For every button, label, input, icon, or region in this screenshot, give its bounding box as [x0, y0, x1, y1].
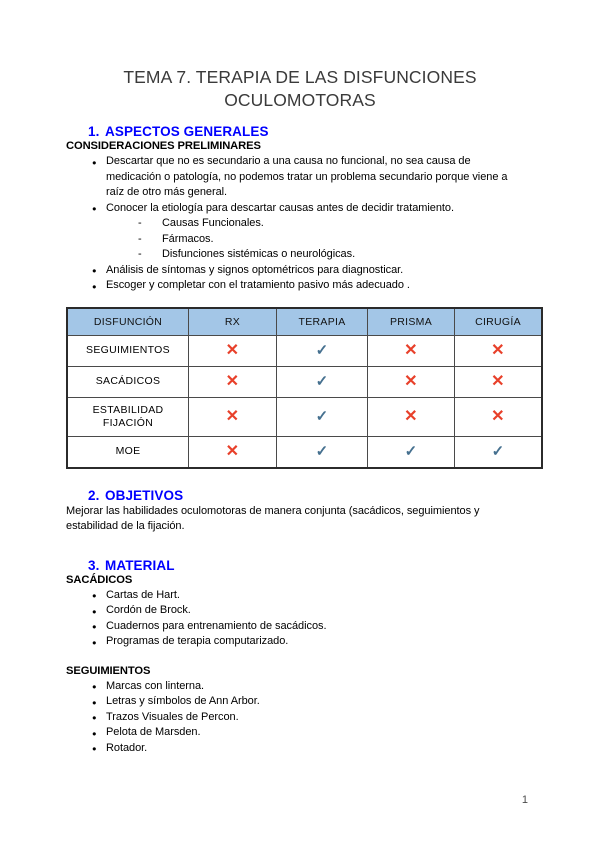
cross-icon: ✕ [225, 407, 240, 425]
column-header-disfuncion: DISFUNCIÓN [67, 308, 189, 336]
list-consideraciones-sub [66, 216, 528, 263]
column-header-terapia: TERAPIA [277, 308, 368, 336]
section-number-3: 3. [88, 557, 100, 573]
cell-estabilidad-terapia [277, 397, 368, 436]
cross-icon: ✕ [225, 442, 240, 460]
section-title-1: ASPECTOS GENERALES [105, 124, 269, 139]
page-title-line-2: OCULOMOTORAS [224, 90, 376, 110]
table-row [67, 366, 542, 397]
row-label-moe: MOE [67, 436, 189, 468]
section-title-2: OBJETIVOS [105, 487, 184, 503]
column-header-cirugia: CIRUGÍA [455, 308, 543, 336]
cell-sacadicos-prisma [368, 366, 455, 397]
list-consideraciones-trailing [66, 263, 528, 294]
disfuncion-matrix-table [66, 307, 543, 469]
list-item: ● Letras y símbolos de Ann Arbor. [66, 694, 528, 710]
cross-icon: ✕ [491, 407, 505, 425]
cross-icon: ✕ [404, 407, 418, 425]
page-title-line-1: TEMA 7. TERAPIA DE LAS DISFUNCIONES [123, 67, 477, 87]
cell-seguimientos-terapia [277, 335, 368, 366]
list-item: ● Descartar que no es secundario a una causa no funcional, no sea causa de medicación o patología, no podemos tratar un problema secundario porque viene a raíz de otro más general. [66, 154, 528, 201]
list-consideraciones-primary [66, 154, 528, 216]
cell-seguimientos-rx [189, 335, 277, 366]
table-header-row [67, 308, 542, 336]
list-item: - Causas Funcionales. [66, 216, 528, 232]
page-title [110, 66, 490, 112]
column-header-prisma: PRISMA [368, 308, 455, 336]
table-header [67, 308, 542, 336]
table-row [67, 436, 542, 468]
list-item: - Disfunciones sistémicas o neurológicas. [66, 247, 528, 263]
cell-moe-rx [189, 436, 277, 468]
spacer [66, 535, 528, 558]
table-row [67, 335, 542, 366]
cross-icon: ✕ [225, 341, 240, 359]
list-material-seguimientos [66, 679, 528, 757]
cell-estabilidad-rx [189, 397, 277, 436]
row-label-seguimientos: SEGUIMIENTOS [67, 335, 189, 366]
row-label-estabilidad-fijacion [67, 397, 189, 436]
check-icon: ✓ [315, 373, 329, 390]
cross-icon: ✕ [225, 372, 240, 390]
row-label-line-2: FIJACIÓN [102, 416, 154, 429]
cross-icon: ✕ [404, 372, 418, 390]
cell-estabilidad-prisma [368, 397, 455, 436]
list-item: ● Pelota de Marsden. [66, 725, 528, 741]
cell-sacadicos-rx [189, 366, 277, 397]
check-icon: ✓ [315, 342, 329, 359]
column-header-rx: RX [189, 308, 277, 336]
list-item: ● Análisis de síntomas y signos optométricos para diagnosticar. [66, 263, 528, 279]
cell-moe-terapia [277, 436, 368, 468]
spacer [66, 469, 528, 488]
document-body [66, 124, 528, 756]
row-label-sacadicos: SACÁDICOS [67, 366, 189, 397]
section-heading-material [66, 558, 528, 573]
section-number-2: 2. [88, 487, 100, 503]
list-item: ● Conocer la etiología para descartar causas antes de decidir tratamiento. [66, 201, 528, 217]
cell-moe-cirugia [455, 436, 543, 468]
check-icon: ✓ [315, 408, 329, 425]
cell-estabilidad-cirugia [455, 397, 543, 436]
section-heading-objetivos [66, 488, 528, 503]
table-body [67, 335, 542, 468]
cell-sacadicos-cirugia [455, 366, 543, 397]
page-number: 1 [521, 794, 528, 806]
check-icon: ✓ [491, 443, 505, 460]
subheading-sacadicos: SACÁDICOS [66, 573, 133, 586]
list-item: ● Cuadernos para entrenamiento de sacádicos. [66, 619, 528, 635]
check-icon: ✓ [315, 443, 329, 460]
subheading-seguimientos: SEGUIMIENTOS [66, 664, 151, 677]
cell-sacadicos-terapia [277, 366, 368, 397]
subheading-consideraciones-preliminares: CONSIDERACIONES PRELIMINARES [66, 140, 261, 152]
cell-seguimientos-cirugia [455, 335, 543, 366]
list-item: - Fármacos. [66, 232, 528, 248]
objetivos-body-text: Mejorar las habilidades oculomotoras de manera conjunta (sacádicos, seguimientos y estabilidad de la fijación. [66, 504, 480, 532]
section-heading-aspectos-generales [66, 124, 528, 139]
disfuncion-matrix-table-wrapper [66, 307, 528, 469]
list-item: ● Trazos Visuales de Percon. [66, 710, 528, 726]
check-icon: ✓ [404, 443, 418, 460]
table-row [67, 397, 542, 436]
list-item: ● Programas de terapia computarizado. [66, 634, 528, 650]
section-number-1: 1. [88, 124, 100, 139]
cell-moe-prisma [368, 436, 455, 468]
section-title-3: MATERIAL [105, 557, 175, 573]
cross-icon: ✕ [491, 341, 505, 359]
list-item: ● Rotador. [66, 741, 528, 757]
list-item: ● Cordón de Brock. [66, 603, 528, 619]
list-item: ● Escoger y completar con el tratamiento pasivo más adecuado . [66, 278, 528, 294]
spacer [66, 650, 528, 665]
list-material-sacadicos [66, 588, 528, 650]
list-item: ● Cartas de Hart. [66, 588, 528, 604]
cross-icon: ✕ [404, 341, 418, 359]
cross-icon: ✕ [491, 372, 505, 390]
cell-seguimientos-prisma [368, 335, 455, 366]
row-label-line-1: ESTABILIDAD [92, 404, 164, 416]
list-item: ● Marcas con linterna. [66, 679, 528, 695]
